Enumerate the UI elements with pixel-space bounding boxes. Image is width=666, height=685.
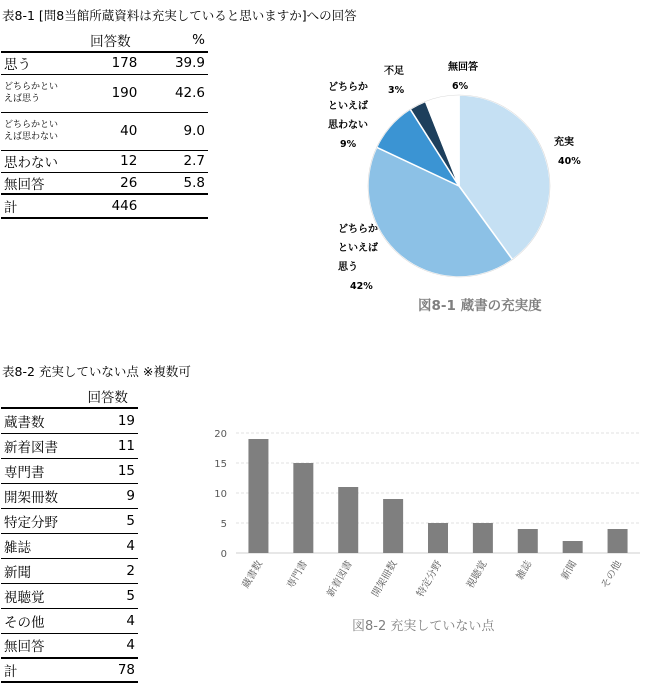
bar: [473, 523, 493, 553]
pie-slice-label: どちらかといえば思わない 9%: [328, 82, 368, 150]
pie-slice-label: 不足 3%: [384, 66, 405, 96]
table82-row-label: 特定分野: [1, 508, 77, 533]
bar-x-tick-label: 雑誌: [514, 559, 535, 582]
table81-title: 表8-1 [問8当館所蔵資料は充実していると思いますか]への回答: [2, 8, 357, 23]
table81-row-label: 無回答: [1, 172, 80, 194]
table82-row: [1, 483, 138, 508]
bar-y-tick-label: 10: [214, 489, 227, 500]
bar: [428, 523, 448, 553]
table81-row-pct: 5.8: [140, 172, 208, 194]
table82-row-label: 雑誌: [1, 533, 77, 558]
table81-header-pct: %: [140, 28, 208, 52]
bar: [293, 463, 313, 553]
table81-row-label: 思う: [1, 52, 80, 74]
table82-row-label: 専門書: [1, 458, 77, 483]
table82-header-row: [1, 384, 138, 408]
bar-y-tick-label: 5: [220, 519, 227, 530]
table81-header-count: 回答数: [80, 28, 140, 52]
table82-row-label: 開架冊数: [1, 483, 77, 508]
pie-slice-label: 充実 40%: [554, 137, 581, 167]
bar: [518, 529, 538, 553]
table82-row-label: 新着図書: [1, 433, 77, 458]
bar-x-tick-label: 新着図書: [325, 559, 355, 600]
table81-row-label-line: えば思う: [4, 94, 41, 104]
table82-row-count: 19: [77, 408, 138, 433]
bar-y-tick-label: 20: [214, 429, 227, 440]
bar-x-tick-label: 専門書: [285, 559, 310, 591]
bar-y-tick-label: 0: [220, 549, 227, 560]
table82-row: [1, 608, 138, 633]
table81-row-pct: 2.7: [140, 150, 208, 172]
table82-row-count: 4: [77, 633, 138, 658]
bar: [338, 487, 358, 553]
bar-x-tick-label: 特定分野: [415, 559, 445, 600]
table81-row-pct: 42.6: [140, 74, 208, 112]
table82-row: [1, 508, 138, 533]
bar-x-tick-label: 新聞: [559, 559, 580, 582]
table82-row-label: 視聴覚: [1, 583, 77, 608]
table82-row: [1, 408, 138, 433]
bar: [608, 529, 628, 553]
pie-chart-title: 図8-1 蔵書の充実度: [418, 298, 542, 314]
table82: [1, 384, 138, 683]
table82-row: [1, 558, 138, 583]
table82-row-count: 5: [77, 508, 138, 533]
table82-row-count: 2: [77, 558, 138, 583]
table82-total-row: [1, 658, 138, 682]
table81-row-label: 思わない: [1, 150, 80, 172]
bar-x-tick-label: 開架冊数: [370, 559, 400, 600]
table82-row: [1, 433, 138, 458]
table82-row: [1, 633, 138, 658]
table81-row-count: 40: [80, 112, 140, 150]
table82-total-label: 計: [1, 658, 77, 682]
table82-title: 表8-2 充実していない点 ※複数可: [2, 364, 191, 379]
table82-header-count: 回答数: [77, 384, 138, 408]
table81-row-count: 12: [80, 150, 140, 172]
table82-row: [1, 533, 138, 558]
table82-row-count: 5: [77, 583, 138, 608]
table82-row-count: 4: [77, 533, 138, 558]
table82-row-count: 15: [77, 458, 138, 483]
pie-slice-label: 無回答 6%: [448, 62, 478, 92]
pie-chart: [0, 0, 666, 340]
bar-x-tick-label: 蔵書数: [240, 559, 266, 591]
table81-row-label-line: どちらかとい: [4, 82, 59, 92]
bar: [563, 541, 583, 553]
table82-row: [1, 583, 138, 608]
bar: [383, 499, 403, 553]
table81-row-pct: 39.9: [140, 52, 208, 74]
table82-row-count: 11: [77, 433, 138, 458]
table81-row-count: 190: [80, 74, 140, 112]
table82-row: [1, 458, 138, 483]
table82-row-label: 無回答: [1, 633, 77, 658]
table82-row-label: その他: [1, 608, 77, 633]
bar: [248, 439, 268, 553]
bar-y-tick-label: 15: [214, 459, 227, 470]
table81-row-label-line: えば思わない: [4, 132, 59, 142]
bar-chart-title: 図8-2 充実していない点: [352, 619, 495, 634]
bar-x-tick-label: その他: [599, 559, 625, 591]
bar-x-tick-label: 視聴覚: [464, 559, 490, 591]
table82-row-label: 蔵書数: [1, 408, 77, 433]
table82-row-count: 9: [77, 483, 138, 508]
table82-header-blank: [1, 384, 77, 408]
table81-row-pct: 9.0: [140, 112, 208, 150]
pie-slice-label: どちらかといえば思う 42%: [338, 224, 378, 292]
table82-row-label: 新聞: [1, 558, 77, 583]
table81-row-count: 26: [80, 172, 140, 194]
table81-row-label-line: どちらかとい: [4, 120, 59, 130]
table81-total-label: 計: [1, 194, 80, 218]
table81-row-count: 178: [80, 52, 140, 74]
table81-total-count: 446: [80, 194, 140, 218]
table82-row-count: 4: [77, 608, 138, 633]
table82-total-count: 78: [77, 658, 138, 682]
